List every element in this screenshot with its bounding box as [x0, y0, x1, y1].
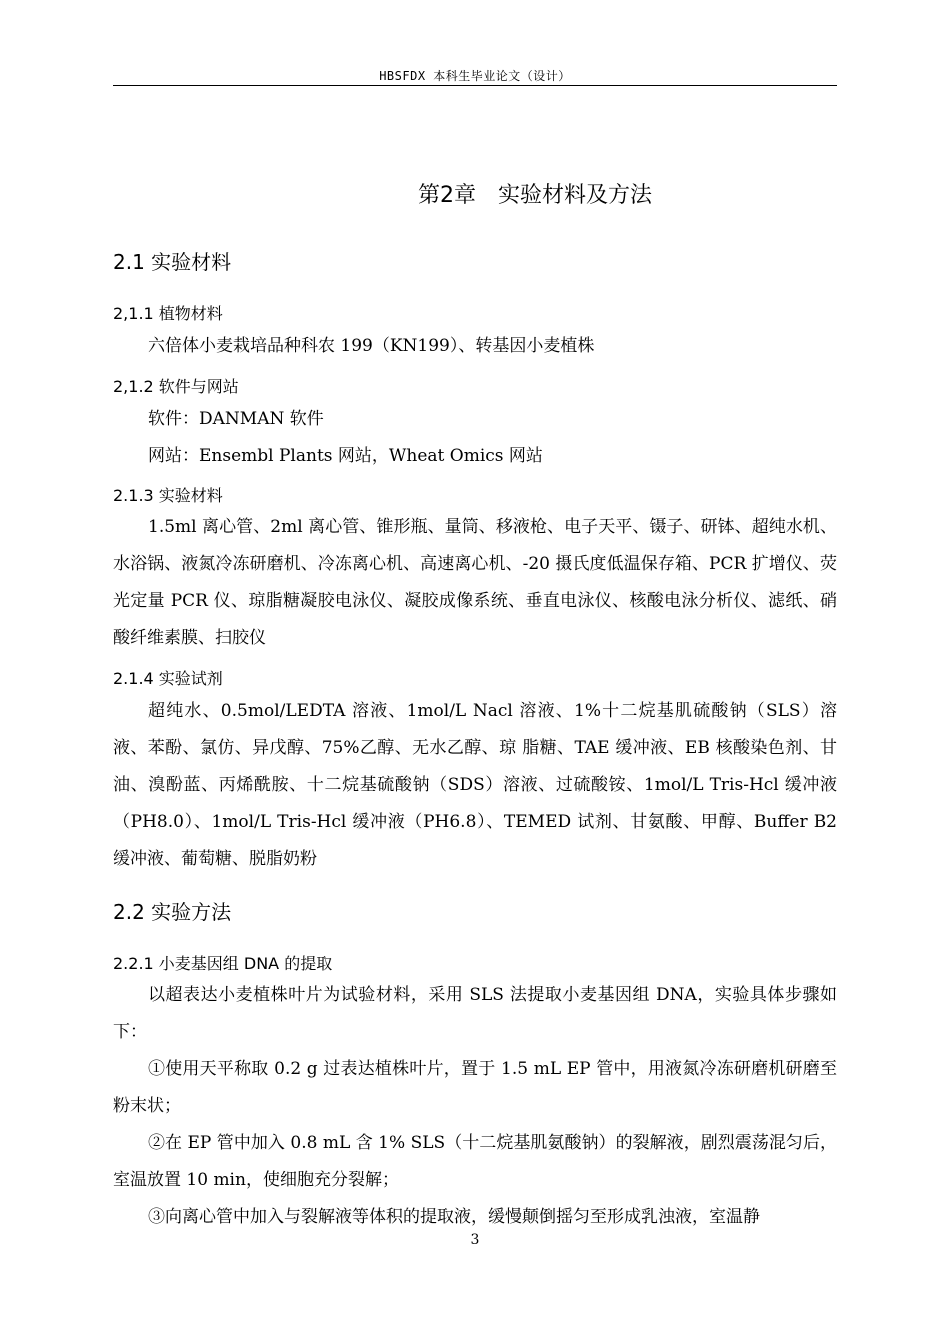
subsection-heading-2-2-1: 2.2.1 小麦基因组 DNA 的提取: [113, 954, 333, 973]
running-header: HBSFDX 本科生毕业论文（设计）: [379, 69, 571, 83]
section-heading-2-2: 2.2 实验方法: [113, 900, 232, 924]
paragraph-lab-materials: 1.5ml 离心管、2ml 离心管、锥形瓶、量筒、移液枪、电子天平、镊子、研钵、超纯水机、水浴锅、液氮冷冻研磨机、冷冻离心机、高速离心机、-20 摄氏度低温保存箱、PCR 扩增仪、荧光定量 PCR 仪、琼脂糖凝胶电泳仪、凝胶成像系统、垂直电泳仪、核酸电泳分析仪、滤纸、硝酸纤维素膜、扫胶仪: [113, 517, 837, 648]
paragraph-step-3: ③向离心管中加入与裂解液等体积的提取液，缓慢颠倒摇匀至形成乳浊液，室温静: [148, 1207, 760, 1227]
subsection-heading-2-1-4: 2.1.4 实验试剂: [113, 669, 223, 688]
header-rule: [113, 85, 837, 86]
subsection-heading-2-1-1: 2,1.1 植物材料: [113, 304, 223, 323]
subsection-heading-2-1-3: 2.1.3 实验材料: [113, 486, 223, 505]
paragraph-step-1: ①使用天平称取 0.2 g 过表达植株叶片，置于 1.5 mL EP 管中，用液氮冷冻研磨机研磨至粉末状；: [113, 1059, 837, 1116]
paragraph-website: 网站：Ensembl Plants 网站，Wheat Omics 网站: [148, 446, 543, 466]
paragraph-reagents: 超纯水、0.5mol/LEDTA 溶液、1mol/L Nacl 溶液、1%十二烷基肌硫酸钠（SLS）溶液、苯酚、氯仿、异戊醇、75%乙醇、无水乙醇、琼 脂糖、TAE 缓冲液、EB 核酸染色剂、甘油、溴酚蓝、丙烯酰胺、十二烷基硫酸钠（SDS）溶液、过硫酸铵、1mol/L Tris-Hcl 缓冲液（PH8.0）、1mol/L Tris-Hcl 缓冲液（PH6.8）、TEMED 试剂、甘氨酸、甲醇、Buffer B2 缓冲液、葡萄糖、脱脂奶粉: [113, 701, 837, 869]
paragraph-step-2: ②在 EP 管中加入 0.8 mL 含 1% SLS（十二烷基肌氨酸钠）的裂解液，剧烈震荡混匀后，室温放置 10 min，使细胞充分裂解；: [113, 1133, 837, 1190]
section-heading-2-1: 2.1 实验材料: [113, 250, 232, 274]
paragraph-dna-intro: 以超表达小麦植株叶片为试验材料，采用 SLS 法提取小麦基因组 DNA，实验具体步骤如下：: [113, 985, 837, 1042]
paragraph-plant-materials: 六倍体小麦栽培品种科农 199（KN199）、转基因小麦植株: [148, 336, 595, 356]
page-number: 3: [470, 1232, 480, 1248]
subsection-heading-2-1-2: 2,1.2 软件与网站: [113, 377, 239, 396]
chapter-title: 第2章 实验材料及方法: [418, 183, 652, 208]
paragraph-software: 软件：DANMAN 软件: [148, 409, 324, 429]
